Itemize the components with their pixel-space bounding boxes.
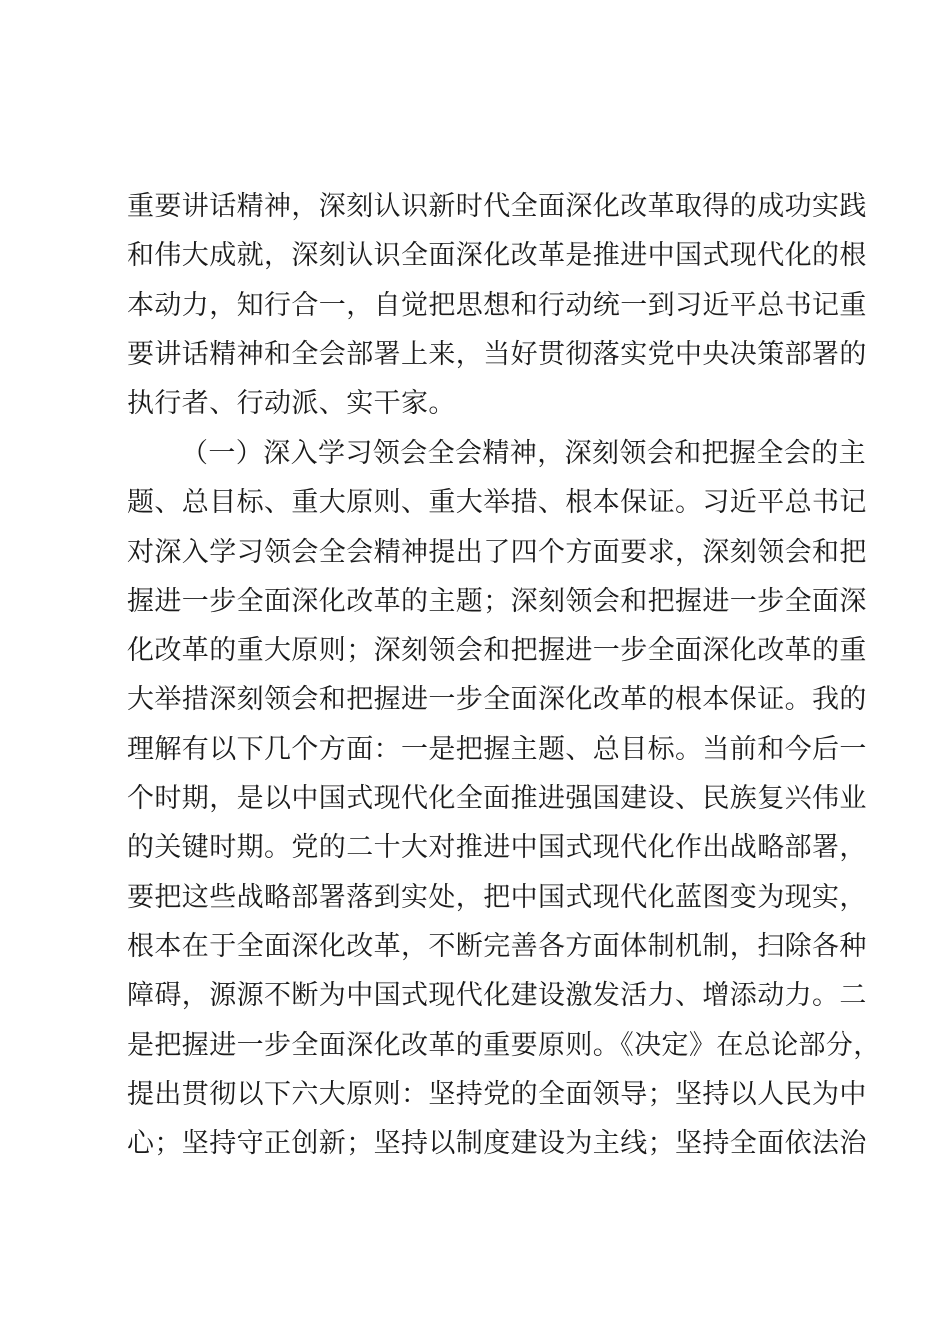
text-line: 大举措深刻领会和把握进一步全面深化改革的根本保证。我的 — [127, 684, 867, 716]
text-line: 是把握进一步全面深化改革的重要原则。《决定》在总论部分， — [127, 1029, 881, 1061]
text-line: 题、总目标、重大原则、重大举措、根本保证。习近平总书记 — [127, 487, 867, 519]
text-line: 本动力，知行合一，自觉把思想和行动统一到习近平总书记重 — [127, 289, 867, 321]
text-line: 握进一步全面深化改革的主题；深刻领会和把握进一步全面深 — [127, 585, 867, 617]
text-line: 和伟大成就，深刻认识全面深化改革是推进中国式现代化的根 — [127, 240, 867, 272]
text-line: 重要讲话精神，深刻认识新时代全面深化改革取得的成功实践 — [127, 191, 867, 222]
text-line: 根本在于全面深化改革，不断完善各方面体制机制，扫除各种 — [127, 930, 867, 962]
text-line: 执行者、行动派、实干家。 — [127, 388, 456, 420]
text-line: 的关键时期。党的二十大对推进中国式现代化作出战略部署， — [127, 832, 867, 864]
text-line: 心；坚持守正创新；坚持以制度建设为主线；坚持全面依法治 — [127, 1128, 867, 1160]
paragraph-section-one — [127, 429, 881, 1168]
text-line: 对深入学习领会全会精神提出了四个方面要求，深刻领会和把 — [127, 536, 867, 568]
paragraph-continuation — [127, 182, 867, 428]
text-line: 障碍，源源不断为中国式现代化建设激发活力、增添动力。二 — [127, 980, 867, 1012]
text-line-indented: （一）深入学习领会全会精神，深刻领会和把握全会的主 — [181, 438, 866, 469]
text-line: 提出贯彻以下六大原则：坚持党的全面领导；坚持以人民为中 — [127, 1078, 867, 1110]
text-line: 要把这些战略部署落到实处，把中国式现代化蓝图变为现实， — [127, 881, 867, 913]
text-line: 要讲话精神和全会部署上来，当好贯彻落实党中央决策部署的 — [127, 338, 867, 370]
text-line: 理解有以下几个方面：一是把握主题、总目标。当前和今后一 — [127, 733, 867, 765]
text-line: 个时期，是以中国式现代化全面推进强国建设、民族复兴伟业 — [127, 783, 867, 815]
text-line: 化改革的重大原则；深刻领会和把握进一步全面深化改革的重 — [127, 635, 867, 667]
